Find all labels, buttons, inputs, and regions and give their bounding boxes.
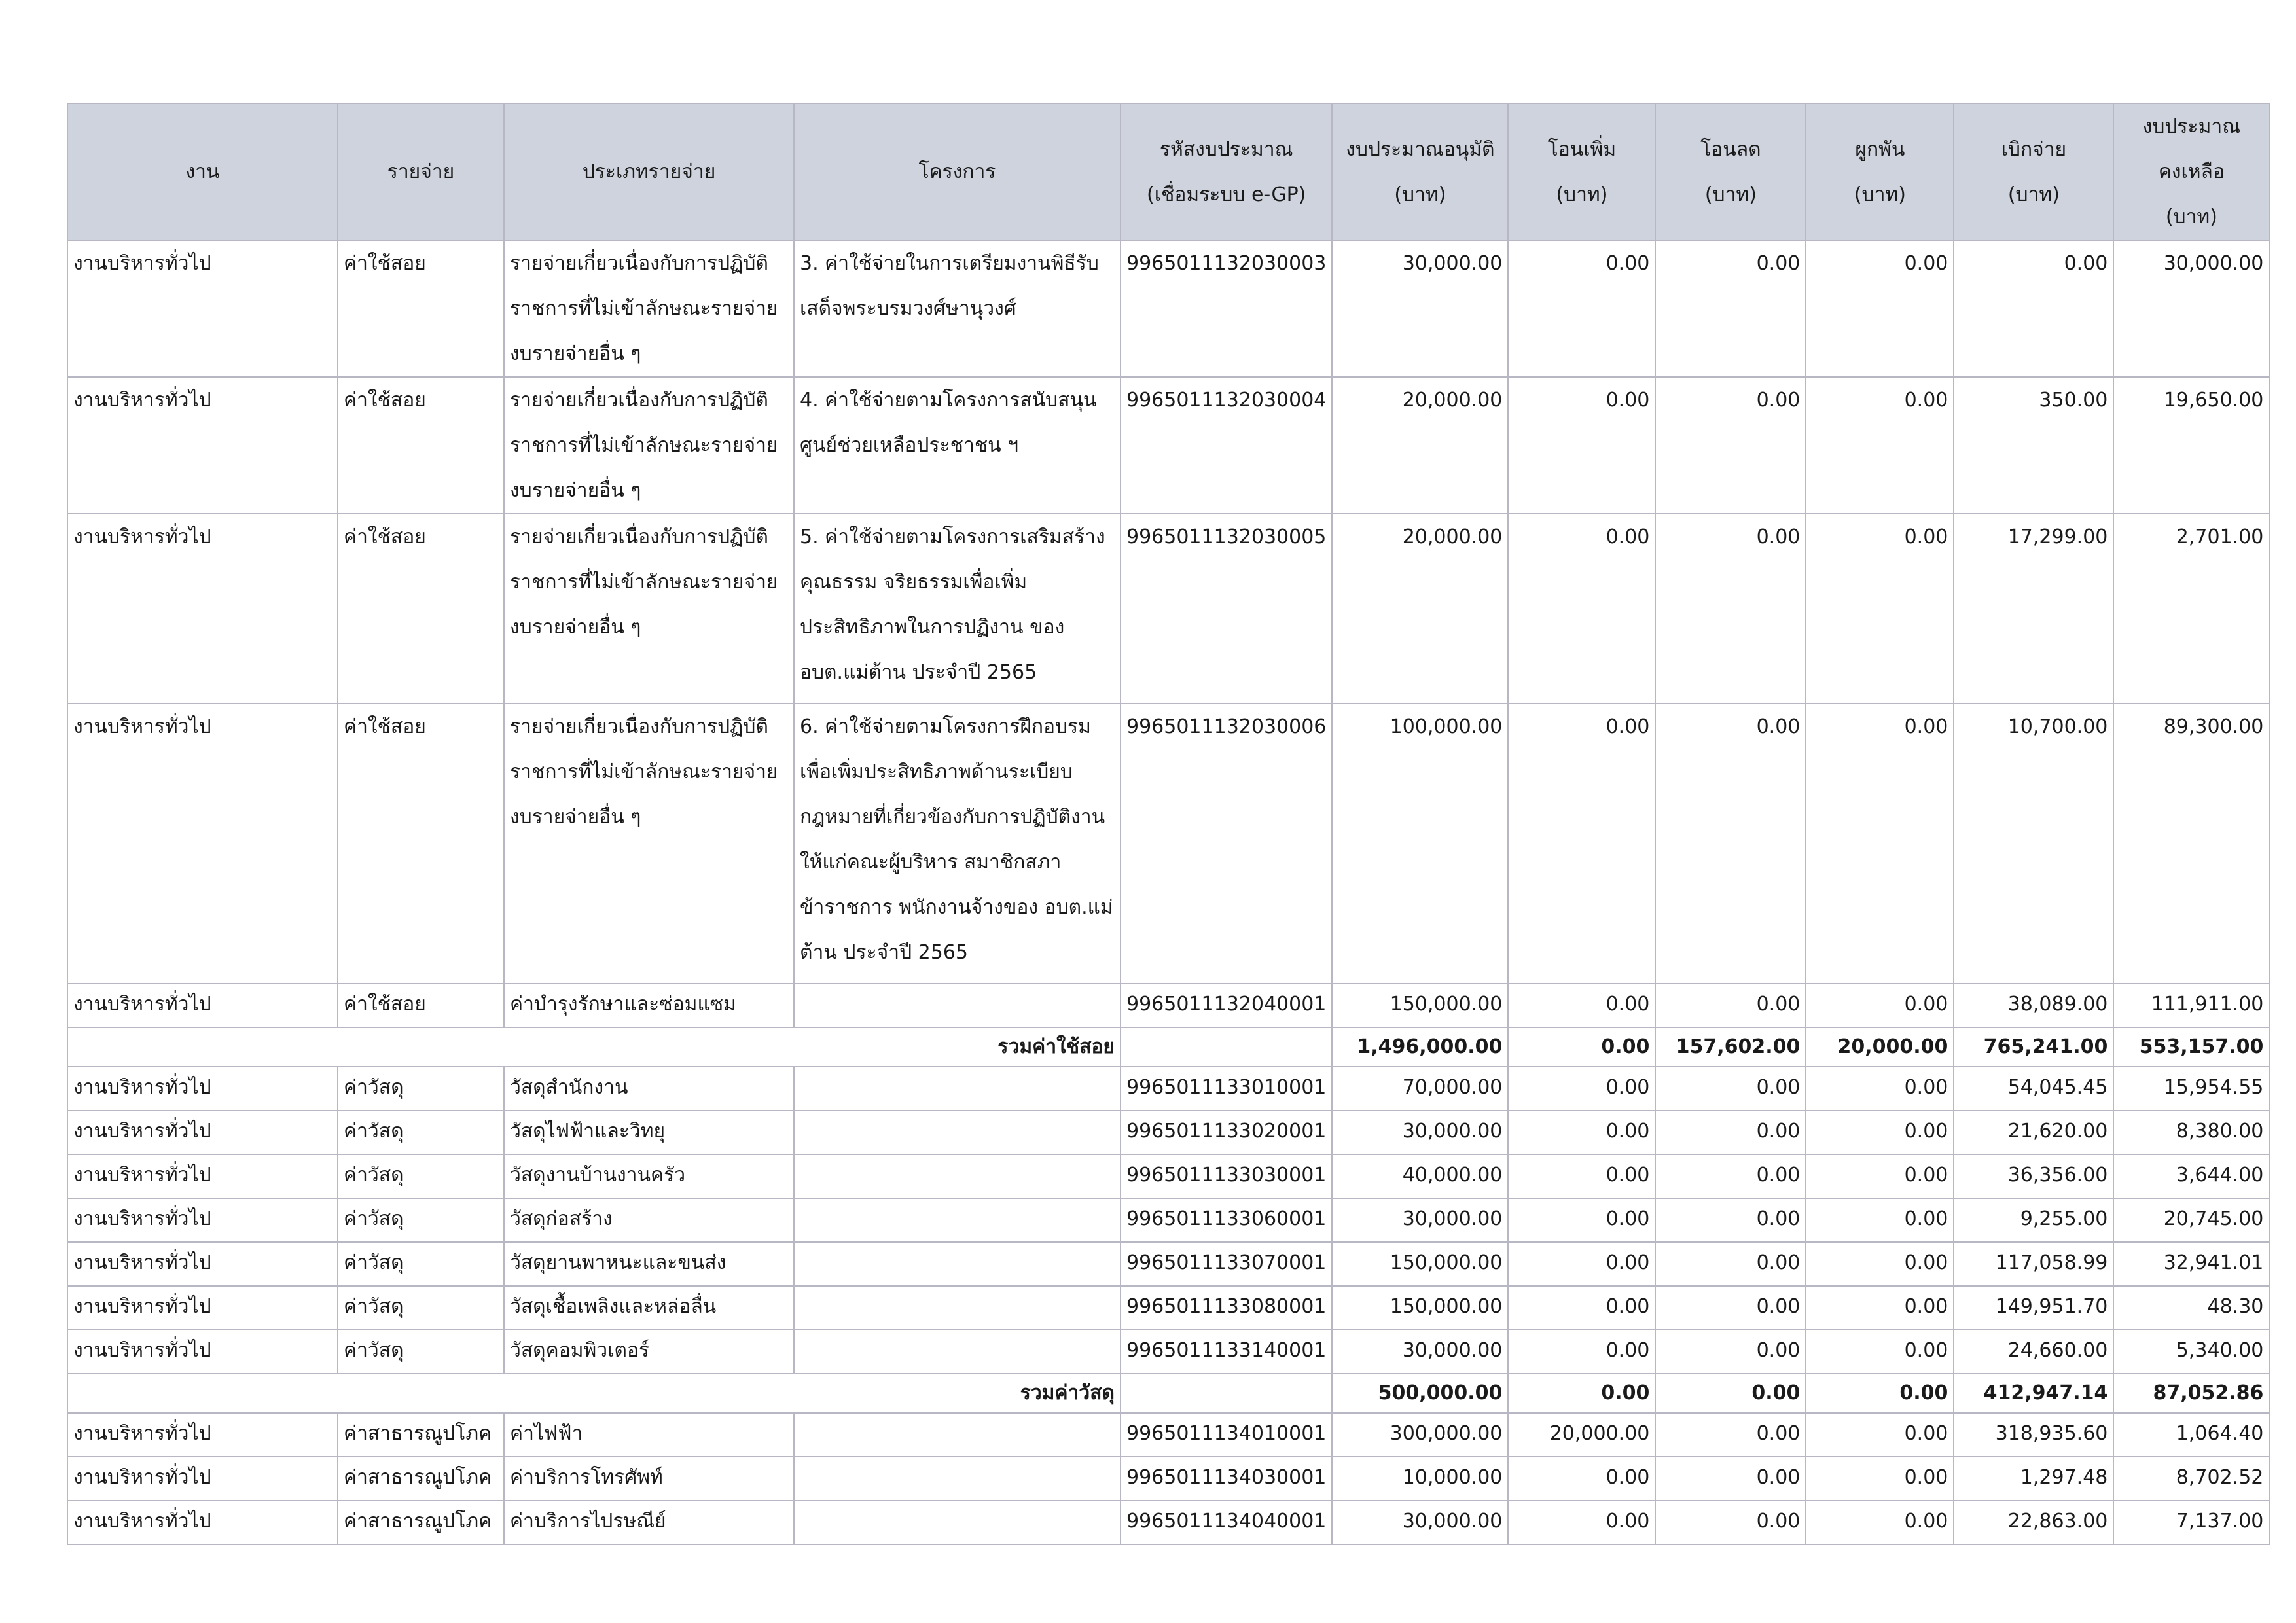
header-line: โอนลด [1700, 137, 1761, 161]
expense-type-cell: วัสดุสำนักงาน [504, 1067, 794, 1111]
table-row [67, 1154, 2269, 1198]
code-cell: 9965011134010001 [1121, 1413, 1332, 1457]
project-cell [794, 1242, 1121, 1286]
approved-cell: 150,000.00 [1332, 1286, 1508, 1330]
header-line: (เชื่อมระบบ e-GP) [1147, 183, 1306, 206]
remaining-cell: 20,745.00 [2113, 1198, 2269, 1242]
transfer-in-cell: 0.00 [1508, 1501, 1655, 1544]
committed-cell: 20,000.00 [1806, 1027, 1954, 1067]
approved-cell: 150,000.00 [1332, 1242, 1508, 1286]
project-cell: 5. ค่าใช้จ่ายตามโครงการเสริมสร้างคุณธรรม จริยธรรมเพื่อเพิ่มประสิทธิภาพในการปฏิงาน ของ อบต.แม่ต้าน ประจำปี 2565 [794, 514, 1121, 704]
header-line: โครงการ [918, 160, 996, 183]
expense-type-cell: วัสดุงานบ้านงานครัว [504, 1154, 794, 1198]
approved-cell: 70,000.00 [1332, 1067, 1508, 1111]
remaining-cell: 15,954.55 [2113, 1067, 2269, 1111]
transfer-in-cell: 0.00 [1508, 377, 1655, 514]
project-cell [794, 1501, 1121, 1544]
header-line: โอนเพิ่ม [1547, 137, 1617, 161]
expense-type-cell: รายจ่ายเกี่ยวเนื่องกับการปฏิบัติราชการที่ไม่เข้าลักษณะรายจ่ายงบรายจ่ายอื่น ๆ [504, 704, 794, 984]
header-transfer-in [1508, 103, 1655, 240]
header-code [1121, 103, 1332, 240]
expense-type-cell: วัสดุคอมพิวเตอร์ [504, 1330, 794, 1374]
approved-cell: 150,000.00 [1332, 984, 1508, 1027]
code-cell: 9965011132040001 [1121, 984, 1332, 1027]
transfer-in-cell: 0.00 [1508, 1330, 1655, 1374]
expense-type-cell: วัสดุก่อสร้าง [504, 1198, 794, 1242]
work-cell: งานบริหารทั่วไป [67, 984, 338, 1027]
code-cell: 9965011132030006 [1121, 704, 1332, 984]
header-project [794, 103, 1121, 240]
header-line: งบประมาณ [2142, 115, 2241, 138]
code-cell: 9965011133080001 [1121, 1286, 1332, 1330]
header-line: ผูกพัน [1855, 137, 1905, 161]
code-cell: 9965011134040001 [1121, 1501, 1332, 1544]
committed-cell: 0.00 [1806, 1198, 1954, 1242]
remaining-cell: 48.30 [2113, 1286, 2269, 1330]
expense-type-cell: รายจ่ายเกี่ยวเนื่องกับการปฏิบัติราชการที่ไม่เข้าลักษณะรายจ่ายงบรายจ่ายอื่น ๆ [504, 377, 794, 514]
project-cell [794, 1111, 1121, 1154]
remaining-cell: 111,911.00 [2113, 984, 2269, 1027]
code-cell: 9965011132030004 [1121, 377, 1332, 514]
header-line: งบประมาณอนุมัติ [1346, 137, 1495, 161]
expense-cell: ค่าวัสดุ [338, 1286, 504, 1330]
header-line: รหัสงบประมาณ [1159, 137, 1293, 161]
transfer-in-cell: 0.00 [1508, 240, 1655, 377]
transfer-in-cell: 0.00 [1508, 1374, 1655, 1413]
table-row [67, 1067, 2269, 1111]
disbursed-cell: 21,620.00 [1954, 1111, 2113, 1154]
disbursed-cell: 765,241.00 [1954, 1027, 2113, 1067]
code-cell: 9965011133010001 [1121, 1067, 1332, 1111]
expense-cell: ค่าสาธารณูปโภค [338, 1457, 504, 1501]
work-cell: งานบริหารทั่วไป [67, 377, 338, 514]
expense-cell: ค่าสาธารณูปโภค [338, 1413, 504, 1457]
committed-cell: 0.00 [1806, 377, 1954, 514]
header-line: ประเภทรายจ่าย [582, 160, 716, 183]
committed-cell: 0.00 [1806, 240, 1954, 377]
header-line: รายจ่าย [387, 160, 455, 183]
committed-cell: 0.00 [1806, 514, 1954, 704]
committed-cell: 0.00 [1806, 1154, 1954, 1198]
project-cell [794, 984, 1121, 1027]
header-line: เบิกจ่าย [2001, 137, 2067, 161]
committed-cell: 0.00 [1806, 1374, 1954, 1413]
header-line: (บาท) [1854, 183, 1906, 206]
disbursed-cell: 38,089.00 [1954, 984, 2113, 1027]
transfer-in-cell: 20,000.00 [1508, 1413, 1655, 1457]
transfer-out-cell: 0.00 [1655, 514, 1806, 704]
disbursed-cell: 22,863.00 [1954, 1501, 2113, 1544]
disbursed-cell: 54,045.45 [1954, 1067, 2113, 1111]
budget-report [67, 103, 2270, 1545]
work-cell: งานบริหารทั่วไป [67, 1330, 338, 1374]
remaining-cell: 1,064.40 [2113, 1413, 2269, 1457]
disbursed-cell: 0.00 [1954, 240, 2113, 377]
table-row [67, 1111, 2269, 1154]
expense-cell: ค่าวัสดุ [338, 1242, 504, 1286]
transfer-out-cell: 0.00 [1655, 1198, 1806, 1242]
committed-cell: 0.00 [1806, 1286, 1954, 1330]
disbursed-cell: 36,356.00 [1954, 1154, 2113, 1198]
code-cell: 9965011132030003 [1121, 240, 1332, 377]
work-cell: งานบริหารทั่วไป [67, 1501, 338, 1544]
header-line: (บาท) [1556, 183, 1608, 206]
project-cell: 4. ค่าใช้จ่ายตามโครงการสนับสนุนศูนย์ช่วยเหลือประชาชน ฯ [794, 377, 1121, 514]
header-line: (บาท) [1704, 183, 1757, 206]
expense-cell: ค่าวัสดุ [338, 1067, 504, 1111]
work-cell: งานบริหารทั่วไป [67, 1111, 338, 1154]
remaining-cell: 5,340.00 [2113, 1330, 2269, 1374]
transfer-out-cell: 157,602.00 [1655, 1027, 1806, 1067]
expense-cell: ค่าวัสดุ [338, 1198, 504, 1242]
expense-type-cell: ค่าบริการไปรษณีย์ [504, 1501, 794, 1544]
header-expense [338, 103, 504, 240]
transfer-in-cell: 0.00 [1508, 1067, 1655, 1111]
approved-cell: 500,000.00 [1332, 1374, 1508, 1413]
transfer-out-cell: 0.00 [1655, 1330, 1806, 1374]
subtotal-label: รวมค่าวัสดุ [67, 1374, 1121, 1413]
subtotal-row [67, 1374, 2269, 1413]
expense-type-cell: รายจ่ายเกี่ยวเนื่องกับการปฏิบัติราชการที่ไม่เข้าลักษณะรายจ่ายงบรายจ่ายอื่น ๆ [504, 514, 794, 704]
work-cell: งานบริหารทั่วไป [67, 1413, 338, 1457]
committed-cell: 0.00 [1806, 1501, 1954, 1544]
approved-cell: 30,000.00 [1332, 1111, 1508, 1154]
transfer-out-cell: 0.00 [1655, 1374, 1806, 1413]
work-cell: งานบริหารทั่วไป [67, 514, 338, 704]
header-transfer-out [1655, 103, 1806, 240]
subtotal-label: รวมค่าใช้สอย [67, 1027, 1121, 1067]
approved-cell: 20,000.00 [1332, 377, 1508, 514]
table-row [67, 1242, 2269, 1286]
remaining-cell: 7,137.00 [2113, 1501, 2269, 1544]
project-cell [794, 1457, 1121, 1501]
transfer-in-cell: 0.00 [1508, 1027, 1655, 1067]
project-cell: 6. ค่าใช้จ่ายตามโครงการฝึกอบรมเพื่อเพิ่มประสิทธิภาพด้านระเบียบกฎหมายที่เกี่ยวข้องกับการปฏิบัติงานให้แก่คณะผู้บริหาร สมาชิกสภา ข้าราชการ พนักงานจ้างของ อบต.แม่ต้าน ประจำปี 2565 [794, 704, 1121, 984]
transfer-out-cell: 0.00 [1655, 1111, 1806, 1154]
disbursed-cell: 412,947.14 [1954, 1374, 2113, 1413]
work-cell: งานบริหารทั่วไป [67, 1198, 338, 1242]
table-row [67, 1286, 2269, 1330]
table-row [67, 377, 2269, 514]
approved-cell: 100,000.00 [1332, 704, 1508, 984]
committed-cell: 0.00 [1806, 1330, 1954, 1374]
transfer-out-cell: 0.00 [1655, 1413, 1806, 1457]
expense-cell: ค่าใช้สอย [338, 377, 504, 514]
table-body [67, 240, 2269, 1544]
expense-cell: ค่าใช้สอย [338, 240, 504, 377]
project-cell [794, 1198, 1121, 1242]
table-row [67, 514, 2269, 704]
expense-cell: ค่าวัสดุ [338, 1154, 504, 1198]
approved-cell: 40,000.00 [1332, 1154, 1508, 1198]
committed-cell: 0.00 [1806, 1111, 1954, 1154]
committed-cell: 0.00 [1806, 1067, 1954, 1111]
committed-cell: 0.00 [1806, 704, 1954, 984]
transfer-out-cell: 0.00 [1655, 1067, 1806, 1111]
code-cell: 9965011133070001 [1121, 1242, 1332, 1286]
work-cell: งานบริหารทั่วไป [67, 1457, 338, 1501]
transfer-out-cell: 0.00 [1655, 240, 1806, 377]
committed-cell: 0.00 [1806, 1242, 1954, 1286]
header-line: งาน [185, 160, 220, 183]
expense-cell: ค่าสาธารณูปโภค [338, 1501, 504, 1544]
remaining-cell: 89,300.00 [2113, 704, 2269, 984]
header-type [504, 103, 794, 240]
code-cell [1121, 1027, 1332, 1067]
transfer-out-cell: 0.00 [1655, 984, 1806, 1027]
table-row [67, 1457, 2269, 1501]
transfer-out-cell: 0.00 [1655, 704, 1806, 984]
expense-type-cell: รายจ่ายเกี่ยวเนื่องกับการปฏิบัติราชการที่ไม่เข้าลักษณะรายจ่ายงบรายจ่ายอื่น ๆ [504, 240, 794, 377]
project-cell [794, 1067, 1121, 1111]
approved-cell: 1,496,000.00 [1332, 1027, 1508, 1067]
header-line: (บาท) [2007, 183, 2060, 206]
project-cell [794, 1154, 1121, 1198]
committed-cell: 0.00 [1806, 1457, 1954, 1501]
header-remaining [2113, 103, 2269, 240]
approved-cell: 30,000.00 [1332, 1198, 1508, 1242]
expense-type-cell: วัสดุยานพาหนะและขนส่ง [504, 1242, 794, 1286]
transfer-in-cell: 0.00 [1508, 1198, 1655, 1242]
table-row [67, 984, 2269, 1027]
disbursed-cell: 10,700.00 [1954, 704, 2113, 984]
project-cell [794, 1286, 1121, 1330]
header-line: (บาท) [1394, 183, 1446, 206]
project-cell [794, 1413, 1121, 1457]
table-header [67, 103, 2269, 240]
approved-cell: 20,000.00 [1332, 514, 1508, 704]
code-cell: 9965011133140001 [1121, 1330, 1332, 1374]
expense-cell: ค่าใช้สอย [338, 514, 504, 704]
disbursed-cell: 149,951.70 [1954, 1286, 2113, 1330]
work-cell: งานบริหารทั่วไป [67, 240, 338, 377]
table-row [67, 1198, 2269, 1242]
remaining-cell: 32,941.01 [2113, 1242, 2269, 1286]
disbursed-cell: 9,255.00 [1954, 1198, 2113, 1242]
transfer-out-cell: 0.00 [1655, 1501, 1806, 1544]
expense-type-cell: ค่าไฟฟ้า [504, 1413, 794, 1457]
table-row [67, 240, 2269, 377]
expense-cell: ค่าใช้สอย [338, 704, 504, 984]
work-cell: งานบริหารทั่วไป [67, 1067, 338, 1111]
disbursed-cell: 318,935.60 [1954, 1413, 2113, 1457]
committed-cell: 0.00 [1806, 984, 1954, 1027]
remaining-cell: 30,000.00 [2113, 240, 2269, 377]
approved-cell: 10,000.00 [1332, 1457, 1508, 1501]
disbursed-cell: 1,297.48 [1954, 1457, 2113, 1501]
code-cell: 9965011133030001 [1121, 1154, 1332, 1198]
expense-type-cell: ค่าบริการโทรศัพท์ [504, 1457, 794, 1501]
header-committed [1806, 103, 1954, 240]
committed-cell: 0.00 [1806, 1413, 1954, 1457]
transfer-in-cell: 0.00 [1508, 704, 1655, 984]
remaining-cell: 8,702.52 [2113, 1457, 2269, 1501]
table-row [67, 1501, 2269, 1544]
project-cell: 3. ค่าใช้จ่ายในการเตรียมงานพิธีรับเสด็จพระบรมวงศ์ษานุวงศ์ [794, 240, 1121, 377]
approved-cell: 300,000.00 [1332, 1413, 1508, 1457]
work-cell: งานบริหารทั่วไป [67, 704, 338, 984]
expense-cell: ค่าใช้สอย [338, 984, 504, 1027]
disbursed-cell: 17,299.00 [1954, 514, 2113, 704]
header-line: (บาท) [2165, 205, 2217, 228]
table-row [67, 704, 2269, 984]
header-work [67, 103, 338, 240]
budget-table [67, 103, 2270, 1545]
transfer-out-cell: 0.00 [1655, 1242, 1806, 1286]
remaining-cell: 553,157.00 [2113, 1027, 2269, 1067]
expense-type-cell: ค่าบำรุงรักษาและซ่อมแซม [504, 984, 794, 1027]
code-cell: 9965011132030005 [1121, 514, 1332, 704]
approved-cell: 30,000.00 [1332, 1330, 1508, 1374]
project-cell [794, 1330, 1121, 1374]
remaining-cell: 8,380.00 [2113, 1111, 2269, 1154]
table-row [67, 1413, 2269, 1457]
expense-cell: ค่าวัสดุ [338, 1111, 504, 1154]
disbursed-cell: 350.00 [1954, 377, 2113, 514]
transfer-in-cell: 0.00 [1508, 1457, 1655, 1501]
transfer-out-cell: 0.00 [1655, 1457, 1806, 1501]
remaining-cell: 3,644.00 [2113, 1154, 2269, 1198]
disbursed-cell: 24,660.00 [1954, 1330, 2113, 1374]
transfer-in-cell: 0.00 [1508, 514, 1655, 704]
transfer-in-cell: 0.00 [1508, 1154, 1655, 1198]
transfer-in-cell: 0.00 [1508, 1242, 1655, 1286]
approved-cell: 30,000.00 [1332, 1501, 1508, 1544]
header-approved [1332, 103, 1508, 240]
transfer-out-cell: 0.00 [1655, 1154, 1806, 1198]
transfer-in-cell: 0.00 [1508, 1286, 1655, 1330]
work-cell: งานบริหารทั่วไป [67, 1154, 338, 1198]
disbursed-cell: 117,058.99 [1954, 1242, 2113, 1286]
work-cell: งานบริหารทั่วไป [67, 1286, 338, 1330]
transfer-in-cell: 0.00 [1508, 1111, 1655, 1154]
transfer-out-cell: 0.00 [1655, 1286, 1806, 1330]
header-line: คงเหลือ [2158, 160, 2225, 183]
code-cell: 9965011134030001 [1121, 1457, 1332, 1501]
remaining-cell: 2,701.00 [2113, 514, 2269, 704]
expense-type-cell: วัสดุไฟฟ้าและวิทยุ [504, 1111, 794, 1154]
code-cell: 9965011133020001 [1121, 1111, 1332, 1154]
code-cell: 9965011133060001 [1121, 1198, 1332, 1242]
expense-type-cell: วัสดุเชื้อเพลิงและหล่อลื่น [504, 1286, 794, 1330]
transfer-in-cell: 0.00 [1508, 984, 1655, 1027]
remaining-cell: 19,650.00 [2113, 377, 2269, 514]
code-cell [1121, 1374, 1332, 1413]
subtotal-row [67, 1027, 2269, 1067]
remaining-cell: 87,052.86 [2113, 1374, 2269, 1413]
expense-cell: ค่าวัสดุ [338, 1330, 504, 1374]
header-disbursed [1954, 103, 2113, 240]
work-cell: งานบริหารทั่วไป [67, 1242, 338, 1286]
table-row [67, 1330, 2269, 1374]
approved-cell: 30,000.00 [1332, 240, 1508, 377]
transfer-out-cell: 0.00 [1655, 377, 1806, 514]
